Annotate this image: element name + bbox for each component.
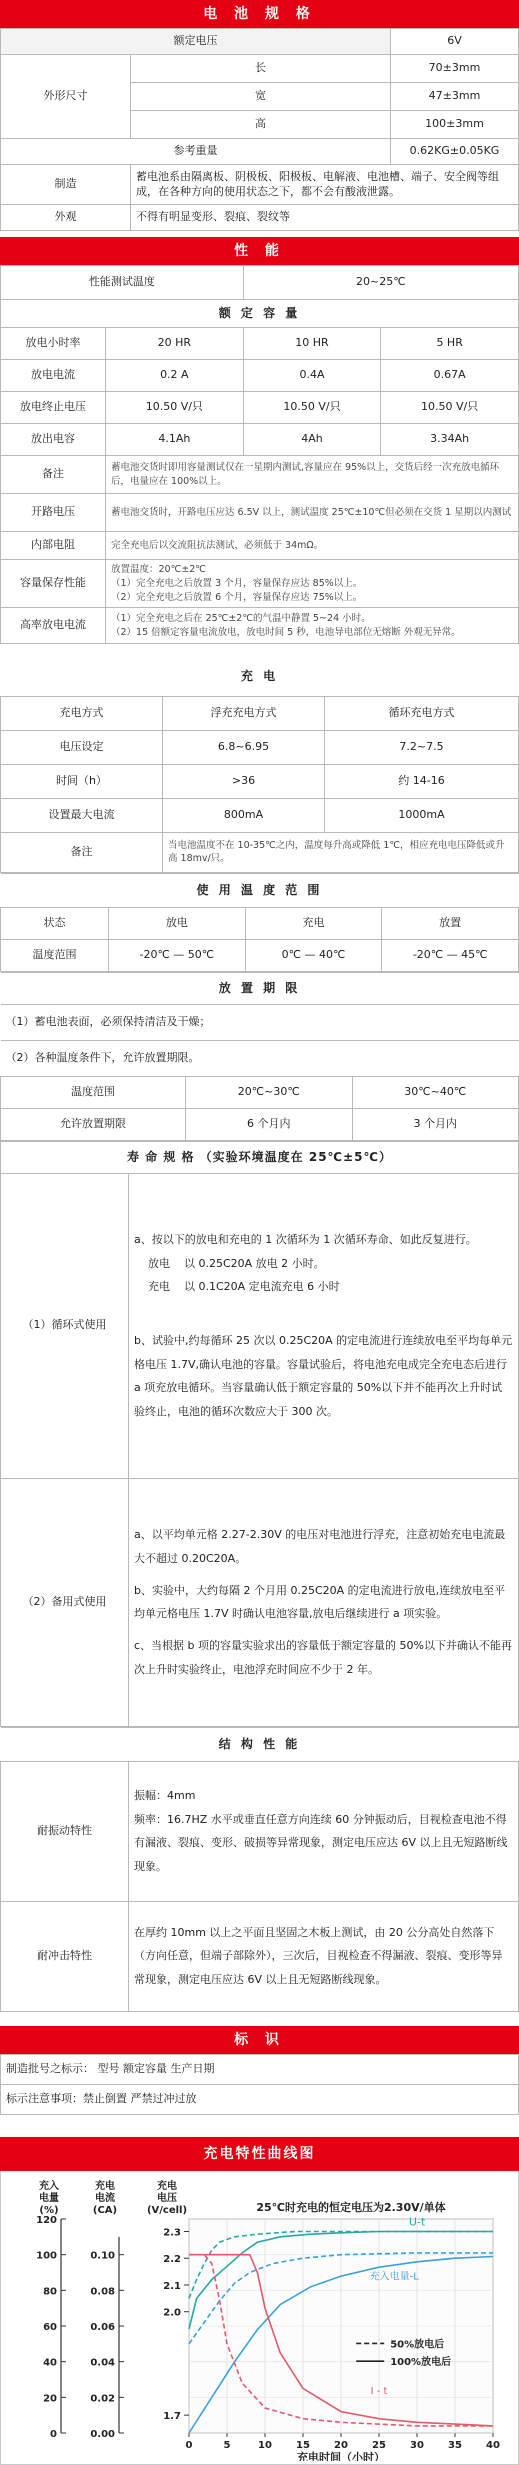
ocv-text: 蓄电池交货时，开路电压应达 6.5V 以上，测试温度 25℃±10℃但必须在交货 1 星期以内测试 [106,494,519,532]
y2-tick-label: 0.04 [90,2357,115,2369]
chart-title-bar: 充电特性曲线图 [0,2137,519,2171]
storage-line: （2）各种温度条件下，允许放置期限。 [1,1040,519,1076]
look-label: 外观 [1,205,131,231]
cap-cell: 5 HR [381,328,519,360]
mark-line: 制造批号之标示： 型号 额定容量 生产日期 [1,2054,519,2084]
standby-label: （2）备用式使用 [1,1478,129,1726]
spec-title-bar: 电 池 规 格 [0,0,519,28]
weight-label: 参考重量 [1,139,391,165]
retention-line: （2）完全充电之后放置 6 个月，容量保存应达 75%以上。 [111,591,363,603]
drop-label: 耐冲击特性 [1,1901,129,2011]
cap-cell: 0.4A [243,360,381,392]
remark-text: 蓄电池交货时即用容量测试仅在一星期内测试,容量应在 95%以上，交货后经一次充放电循环后，电量应在 100%以上。 [106,456,519,494]
spec-table [0,28,519,231]
legend-label: 50%放电后 [390,2339,445,2351]
cap-cell: 10.50 V/只 [106,392,244,424]
mark-line: 标示注意事项：禁止倒置 严禁过冲过放 [1,2084,519,2114]
y2-axis-label: 电流 [95,2192,115,2204]
cycle-line: 放电 以 0.25C20A 放电 2 小时。 [148,1256,325,1270]
charge-cell: 1000mA [325,798,519,832]
x-tick-label: 40 [486,2439,500,2451]
y3-axis-label: 充电 [157,2180,177,2192]
cap-cell: 10.50 V/只 [381,392,519,424]
retention-label: 容量保存性能 [1,560,106,608]
x-tick-label: 20 [334,2439,348,2451]
retention-line: （1）完全充电之后放置 3 个月，容量保存应达 85%以上。 [111,577,363,589]
ir-text: 完全充电后以交流阻抗法测试，必须低于 34mΩ。 [106,532,519,560]
cap-cell: 10.50 V/只 [243,392,381,424]
y3-axis-label: 电压 [157,2192,177,2204]
vib-label: 耐振动特性 [1,1761,129,1901]
retention-line: 放置温度：20℃±2℃ [111,564,206,575]
cycle-label: （1）循环式使用 [1,1173,129,1478]
y2-tick-label: 0.08 [90,2286,115,2298]
charge-row-label: 时间（h） [1,764,163,798]
use-temp-cell: 0℃ — 40℃ [245,939,382,971]
cap-row-label: 放电小时率 [1,328,106,360]
y2-tick-label: 0.06 [90,2321,115,2333]
y1-tick-label: 120 [36,2214,57,2226]
life-table [0,1141,519,1727]
dims-label: 外形尺寸 [1,55,131,139]
charge-remark-label: 备注 [1,832,163,872]
use-temp-cell: -20℃ — 45℃ [382,939,519,971]
use-temp-table [0,873,519,972]
label-ut: U-t [408,2215,426,2229]
cap-cell: 0.67A [381,360,519,392]
storage-head: 20℃~30℃ [186,1076,353,1108]
drop-text: 在厚约 10mm 以上之平面且坚固之木板上测试，由 20 公分高处自然落下（方向任意，但端子部除外），三次后，目视检查不得漏液、裂痕、变形等异常现象，测定电压应达 6V 以上且无短路断线现象。 [129,1901,519,2011]
cap-row-label: 放电终止电压 [1,392,106,424]
y1-tick-label: 60 [43,2321,57,2333]
rated-voltage-label: 额定电压 [1,29,391,55]
y3-axis-label: (V/cell) [146,2204,188,2216]
mark-table [0,2054,519,2115]
rated-voltage-value: 6V [391,29,519,55]
charge-cell: 800mA [163,798,325,832]
charge-head: 循环充电方式 [325,696,519,730]
y3-tick-label: 2.0 [163,2307,181,2319]
y1-tick-label: 20 [43,2393,57,2405]
y3-tick-label: 2.3 [163,2227,181,2239]
standby-line: a、以平均单元格 2.27-2.30V 的电压对电池进行浮充，注意初始充电电流最大不超过 0.20C20A。 [134,1528,506,1566]
charge-cell: 约 14-16 [325,764,519,798]
cap-row-label: 放出电容 [1,424,106,456]
vib-line: 振幅：4mm [134,1789,196,1803]
dim-value: 47±3mm [391,83,519,111]
label-cap: 充入电量-L [369,2271,419,2283]
y1-tick-label: 0 [50,2428,57,2440]
charge-title: 充 电 [1,656,519,696]
storage-line: （1）蓄电池表面，必须保持清洁及干燥； [1,1004,519,1040]
cap-cell: 0.2 A [106,360,244,392]
x-tick-label: 30 [410,2439,424,2451]
standby-text [129,1478,519,1726]
cycle-text [129,1173,519,1478]
y1-axis-label: (%) [39,2204,59,2216]
charge-row-label: 设置最大电流 [1,798,163,832]
highrate-text [106,608,519,644]
weight-value: 0.62KG±0.05KG [391,139,519,165]
x-tick-label: 25 [372,2439,386,2451]
x-tick-label: 35 [448,2439,462,2451]
x-axis-label: 充电时间（小时） [297,2450,385,2461]
perf-title-bar: 性 能 [0,237,519,265]
vib-line: 频率：16.7HZ 水平或垂直任意方向连续 60 分钟振动后，目视检查电池不得有漏液、裂痕、变形、破损等异常现象，测定电压应达 6V 以上且无短路断线现象。 [134,1812,508,1873]
y3-tick-label: 2.2 [163,2254,181,2266]
charge-curve-chart [1,2171,518,2461]
make-value: 蓄电池系由隔离板、阴极板、阳极板、电解液、电池槽、端子、安全阀等组成，在各种方向的使用状态之下，都不会有酸液泄露。 [131,165,519,205]
charge-head: 浮充充电方式 [163,696,325,730]
y1-tick-label: 40 [43,2357,57,2369]
cap-cell: 10 HR [243,328,381,360]
x-tick-label: 15 [296,2439,310,2451]
y1-axis-label: 电量 [39,2192,59,2204]
dim-key: 高 [131,111,391,139]
highrate-line: （2）15 倍额定容量电流放电，放电时间 5 秒，电池导电部位无熔断 外观无异常。 [111,626,461,638]
storage-cell: 6 个月内 [186,1108,353,1140]
y1-tick-label: 100 [36,2250,57,2262]
use-temp-cell: -20℃ — 50℃ [109,939,246,971]
storage-head-label: 温度范围 [1,1076,186,1108]
cycle-line: a、按以下的放电和充电的 1 次循环为 1 次循环寿命、如此反复进行。 [134,1233,477,1247]
cap-cell: 4.1Ah [106,424,244,456]
use-temp-title: 使 用 温 度 范 围 [1,873,519,907]
cap-row-label: 放电电流 [1,360,106,392]
y2-tick-label: 0.00 [90,2428,115,2440]
make-label: 制造 [1,165,131,205]
axes-group [61,2219,493,2437]
dim-key: 长 [131,55,391,83]
charge-cell: 6.8~6.95 [163,730,325,764]
struct-table [0,1727,519,2012]
y2-tick-label: 0.10 [90,2250,115,2262]
capacity-title: 额 定 容 量 [1,300,519,328]
charge-row-label: 电压设定 [1,730,163,764]
y1-tick-label: 80 [43,2286,57,2298]
highrate-line: （1）完全充电之后在 25℃±2℃的气温中静置 5~24 小时。 [111,613,371,625]
charge-table [0,656,519,873]
cycle-line: 充电 以 0.1C20A 定电流充电 6 小时 [148,1280,340,1294]
x-tick-label: 0 [185,2439,193,2451]
storage-table [0,972,519,1141]
struct-title: 结 构 性 能 [1,1727,519,1761]
cap-cell: 4Ah [243,424,381,456]
legend-label: 100%放电后 [390,2357,452,2369]
storage-cell: 3 个月内 [352,1108,519,1140]
storage-row-label: 允许放置期限 [1,1108,186,1140]
perf-table [0,265,519,644]
dim-value: 70±3mm [391,55,519,83]
use-temp-head: 状态 [1,907,109,939]
remark-label: 备注 [1,456,106,494]
chart-subtitle: 25℃时充电的恒定电压为2.30V/单体 [256,2200,446,2214]
storage-title: 放 置 期 限 [1,972,519,1004]
charge-remark: 当电池温度不在 10-35℃之内，温度每升高或降低 1℃，相应充电电压降低或升高 18mv/只。 [163,832,519,872]
use-temp-head: 充电 [245,907,382,939]
vib-text [129,1761,519,1901]
mark-title-bar: 标 识 [0,2026,519,2054]
test-temp-label: 性能测试温度 [1,266,244,300]
y2-tick-label: 0.02 [90,2393,115,2405]
life-title: 寿 命 规 格 （实验环境温度在 25℃±5℃） [1,1141,519,1173]
y2-axis-label: 充电 [95,2180,115,2192]
use-temp-head: 放电 [109,907,246,939]
standby-line: c、当根据 b 项的容量实验求出的容量低于额定容量的 50%以下并确认不能再次上升时实验终止，电池浮充时间应不少于 2 年。 [134,1638,512,1676]
use-temp-head: 放置 [382,907,519,939]
dim-key: 宽 [131,83,391,111]
y3-tick-label: 2.1 [163,2280,181,2292]
retention-text [106,560,519,608]
standby-line: b、实验中，大约每隔 2 个月用 0.25C20A 的定电流进行放电,连续放电至平均单元格电压 1.7V 时确认电池容量,放电后继续进行 a 项实验。 [134,1583,506,1621]
look-value: 不得有明显变形、裂痕、裂纹等 [131,205,519,231]
charge-cell: 7.2~7.5 [325,730,519,764]
y1-axis-label: 充入 [39,2180,59,2192]
ir-label: 内部电阻 [1,532,106,560]
y2-axis-label: (CA) [92,2204,118,2216]
dim-value: 100±3mm [391,111,519,139]
cycle-line: b、试验中,约每循环 25 次以 0.25C20A 的定电流进行连续放电至平均每单元格电压 1.7V,确认电池的容量。容量试验后，将电池充电成完全充电态后进行 a 项充放电循环。当容量确认低于额定容量的 50%以下并不能再次上升时试验终止，电池的循环次数应大于 300 次。 [134,1333,513,1418]
cap-cell: 20 HR [106,328,244,360]
storage-head: 30℃~40℃ [352,1076,519,1108]
x-tick-label: 5 [223,2439,231,2451]
test-temp-value: 20~25℃ [243,266,518,300]
cap-cell: 3.34Ah [381,424,519,456]
use-temp-row-label: 温度范围 [1,939,109,971]
ocv-label: 开路电压 [1,494,106,532]
y3-tick-label: 1.7 [163,2410,181,2422]
label-it: I - t [370,2385,388,2397]
charge-cell: >36 [163,764,325,798]
highrate-label: 高率放电电流 [1,608,106,644]
x-tick-label: 10 [258,2439,272,2451]
charge-head: 充电方式 [1,696,163,730]
